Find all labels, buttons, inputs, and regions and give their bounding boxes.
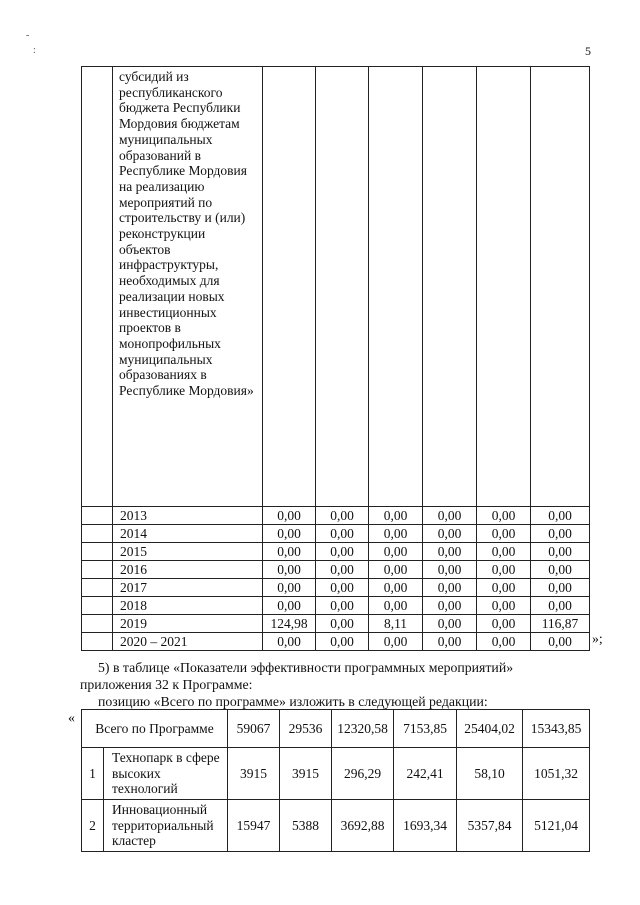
table-row	[82, 597, 590, 615]
row-name: Технопарк в сфере высоких технологий	[104, 748, 228, 800]
value-cell: 25404,02	[457, 710, 523, 748]
table-row	[82, 561, 590, 579]
value-cell: 3915	[228, 748, 280, 800]
value-cell: 0,00	[531, 507, 590, 525]
total-label: Всего по Программе	[82, 710, 228, 748]
year-cell: 2015	[113, 543, 263, 561]
value-cell: 0,00	[477, 525, 531, 543]
value-cell: 0,00	[477, 615, 531, 633]
value-cell: 0,00	[423, 633, 477, 651]
value-cell: 7153,85	[394, 710, 457, 748]
value-cell: 0,00	[369, 633, 423, 651]
value-cell: 0,00	[531, 525, 590, 543]
table-row	[82, 615, 590, 633]
value-cell: 0,00	[369, 579, 423, 597]
value-cell: 0,00	[263, 525, 316, 543]
value-cell: 0,00	[477, 507, 531, 525]
value-cell: 3915	[280, 748, 332, 800]
value-cell: 0,00	[477, 561, 531, 579]
value-cell: 58,10	[457, 748, 523, 800]
value-cell: 0,00	[316, 525, 369, 543]
value-cell: 242,41	[394, 748, 457, 800]
value-cell: 0,00	[423, 615, 477, 633]
row-number: 1	[82, 748, 104, 800]
year-cell: 2014	[113, 525, 263, 543]
paragraph-line-2: приложения 32 к Программе:	[80, 677, 253, 692]
value-cell: 0,00	[263, 597, 316, 615]
year-cell: 2020 – 2021	[113, 633, 263, 651]
value-cell: 0,00	[316, 633, 369, 651]
value-cell: 3692,88	[332, 800, 394, 852]
index-cell	[82, 67, 113, 507]
value-cell: 0,00	[423, 597, 477, 615]
value-cell: 1051,32	[523, 748, 590, 800]
paragraph-line-3: позицию «Всего по программе» изложить в следующей редакции:	[98, 694, 488, 709]
value-cell: 0,00	[477, 579, 531, 597]
table-row	[82, 507, 590, 525]
value-cell: 0,00	[531, 597, 590, 615]
value-cell: 5388	[280, 800, 332, 852]
value-cell: 296,29	[332, 748, 394, 800]
value-cell: 0,00	[531, 561, 590, 579]
indicators-table	[81, 709, 590, 852]
value-cell: 0,00	[263, 543, 316, 561]
year-cell: 2018	[113, 597, 263, 615]
value-cell: 0,00	[369, 561, 423, 579]
opening-quote: «	[68, 711, 75, 726]
value-cell: 0,00	[477, 543, 531, 561]
paragraph-line-1: 5) в таблице «Показатели эффективности программных мероприятий»	[98, 660, 514, 675]
value-cell: 0,00	[531, 543, 590, 561]
table-row	[82, 525, 590, 543]
value-cell: 0,00	[316, 543, 369, 561]
value-cell: 8,11	[369, 615, 423, 633]
year-cell: 2016	[113, 561, 263, 579]
value-cell: 0,00	[263, 561, 316, 579]
closing-quote: »;	[592, 631, 603, 646]
value-cell: 0,00	[423, 561, 477, 579]
value-cell: 0,00	[423, 543, 477, 561]
page-number: 5	[585, 44, 591, 58]
value-cell: 15343,85	[523, 710, 590, 748]
value-cell: 29536	[280, 710, 332, 748]
table-row	[82, 633, 590, 651]
value-cell: 0,00	[316, 615, 369, 633]
value-cell: 0,00	[263, 507, 316, 525]
value-cell: 0,00	[316, 579, 369, 597]
value-cell: 0,00	[423, 579, 477, 597]
measure-description: субсидий из республиканского бюджета Республики Мордовия бюджетам муниципальных образований в Республике Мордовия на реализацию мероприятий по строительству и (или) реконструкции объектов инфраструктуры, необходимых для реализации новых инвестиционных проектов в монопрофильных муниципальных образованиях в Республике Мордовия»	[113, 67, 263, 507]
value-cell: 0,00	[369, 597, 423, 615]
value-cell: 5357,84	[457, 800, 523, 852]
table-row	[82, 543, 590, 561]
margin-mark-dash: -	[26, 30, 30, 41]
value-cell: 0,00	[423, 525, 477, 543]
margin-mark-colon: :	[33, 45, 36, 56]
funding-table	[81, 66, 590, 651]
value-cell: 0,00	[531, 579, 590, 597]
value-cell: 0,00	[316, 597, 369, 615]
row-number: 2	[82, 800, 104, 852]
table-row	[82, 748, 590, 800]
value-cell: 5121,04	[523, 800, 590, 852]
year-cell: 2013	[113, 507, 263, 525]
value-cell: 0,00	[477, 633, 531, 651]
value-cell: 116,87	[531, 615, 590, 633]
value-cell: 0,00	[263, 633, 316, 651]
year-cell: 2017	[113, 579, 263, 597]
row-name: Инновационный территориальный кластер	[104, 800, 228, 852]
value-cell: 124,98	[263, 615, 316, 633]
value-cell: 15947	[228, 800, 280, 852]
value-cell: 0,00	[423, 507, 477, 525]
value-cell: 0,00	[263, 579, 316, 597]
value-cell: 0,00	[531, 633, 590, 651]
table-row	[82, 579, 590, 597]
value-cell: 0,00	[369, 543, 423, 561]
value-cell: 0,00	[369, 507, 423, 525]
description-row	[82, 67, 590, 507]
value-cell: 0,00	[369, 525, 423, 543]
table-row	[82, 800, 590, 852]
value-cell: 59067	[228, 710, 280, 748]
total-row	[82, 710, 590, 748]
year-cell: 2019	[113, 615, 263, 633]
value-cell: 0,00	[316, 561, 369, 579]
value-cell: 12320,58	[332, 710, 394, 748]
value-cell: 0,00	[477, 597, 531, 615]
value-cell: 1693,34	[394, 800, 457, 852]
value-cell: 0,00	[316, 507, 369, 525]
